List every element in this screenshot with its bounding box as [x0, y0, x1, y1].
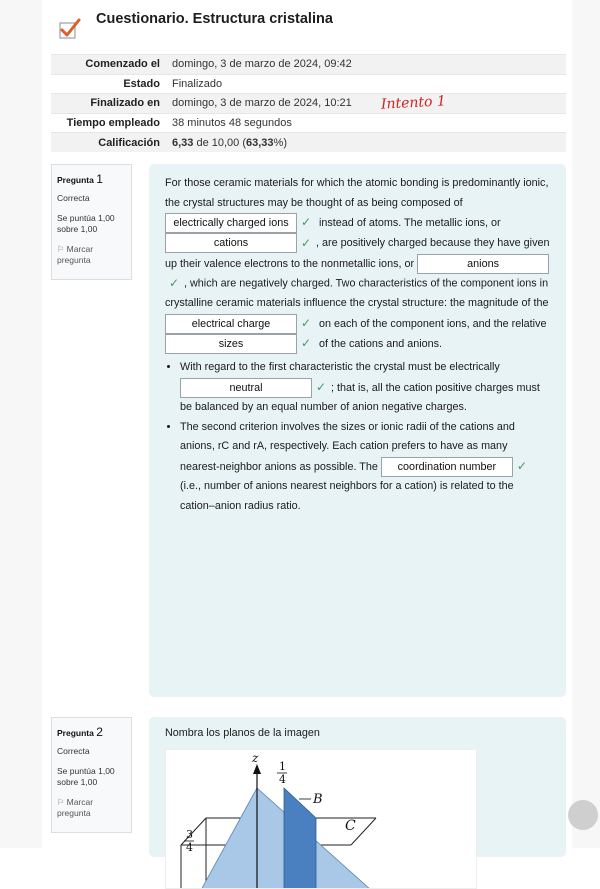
- question-number: Pregunta 1: [57, 172, 103, 186]
- answer-field[interactable]: sizes: [165, 334, 297, 354]
- question-2-info: [51, 717, 132, 833]
- summary-label: Finalizado en: [51, 94, 166, 114]
- plane-c-label: C: [345, 818, 356, 834]
- summary-value: domingo, 3 de marzo de 2024, 09:42: [166, 55, 566, 75]
- summary-row-state: [51, 74, 566, 94]
- crystal-planes-figure: [166, 750, 477, 889]
- page-margin-left: [0, 0, 42, 848]
- correct-check-icon: ✓: [301, 336, 312, 351]
- summary-value: 38 minutos 48 segundos: [166, 113, 566, 133]
- flag-icon: ⚐: [57, 243, 65, 254]
- handwritten-annotation: Intento 1: [380, 93, 447, 113]
- question-prompt: Nombra los planos de la imagen: [165, 727, 320, 739]
- crystal-planes-diagram: [165, 749, 477, 889]
- correct-check-icon: ✓: [301, 315, 312, 330]
- fraction-denominator: 4: [186, 841, 193, 854]
- grade-score: 6,33: [172, 136, 194, 149]
- question-state: Correcta: [57, 746, 90, 757]
- z-axis-label: z: [252, 751, 259, 765]
- grade-end: %): [273, 136, 287, 149]
- question-number: Pregunta 2: [57, 725, 103, 739]
- criteria-list: [165, 358, 550, 516]
- question-1-content: [149, 164, 566, 697]
- grade-percent: 63,33: [246, 136, 274, 149]
- correct-check-icon: ✓: [169, 276, 180, 291]
- correct-check-icon: ✓: [301, 235, 312, 250]
- summary-value: Finalizado: [166, 74, 566, 94]
- summary-label: Calificación: [51, 133, 166, 153]
- plane-b-label: B: [313, 792, 323, 807]
- answer-field[interactable]: cations: [165, 233, 297, 253]
- correct-check-icon: ✓: [301, 215, 312, 230]
- flag-question-link[interactable]: [57, 244, 126, 267]
- summary-label: Tiempo empleado: [51, 113, 166, 133]
- answer-field[interactable]: coordination number: [381, 457, 513, 477]
- answer-field[interactable]: electrical charge: [165, 314, 297, 334]
- summary-label: Comenzado el: [51, 55, 166, 75]
- flag-question-link[interactable]: [57, 797, 126, 820]
- scroll-to-top-button[interactable]: [568, 800, 598, 830]
- summary-row-started: [51, 55, 566, 75]
- list-item: • With regard to the first characteristic the crystal must be electrically neutral ✓ ; that is, all the cation positive charges must be balanced by an equal number of anion negative charges.: [180, 358, 550, 417]
- fraction-numerator: 1: [279, 760, 286, 773]
- question-1-info: [51, 164, 132, 280]
- question-grade: Se puntúa 1,00 sobre 1,00: [57, 765, 115, 788]
- answer-field[interactable]: electrically charged ions: [165, 213, 297, 233]
- summary-row-time: [51, 113, 566, 133]
- summary-label: Estado: [51, 74, 166, 94]
- correct-check-icon: ✓: [316, 380, 327, 395]
- question-2-content: [149, 717, 566, 857]
- flag-icon: ⚐: [57, 796, 65, 807]
- answer-field[interactable]: anions: [417, 254, 549, 274]
- fraction-numerator: 3: [186, 828, 193, 841]
- attempt-summary-table: [51, 54, 566, 152]
- list-item: • The second criterion involves the sizes or ionic radii of the cations and anions, rC and rA, respectively. Each cation prefers to have as many nearest-neighbor anions as possible. The coordination number ✓ (i.e., number of anions nearest neighbors for a cation) is related to the cation–anion radius ratio.: [180, 418, 550, 516]
- flag-label: Marcar pregunta: [57, 796, 94, 819]
- correct-check-icon: ✓: [516, 459, 527, 474]
- question-grade: Se puntúa 1,00 sobre 1,00: [57, 212, 115, 235]
- quiz-checkbox-icon: [59, 18, 81, 40]
- grade-value: [166, 133, 566, 153]
- grade-of: de 10,00 (: [193, 136, 247, 149]
- summary-value: domingo, 3 de marzo de 2024, 10:21: [166, 94, 566, 114]
- page-title: Cuestionario. Estructura cristalina: [96, 11, 333, 27]
- summary-row-finished: [51, 94, 566, 114]
- question-text: For those ceramic materials for which the atomic bonding is predominantly ionic, the crystal structures may be thought of as being composed of electrically charged ions ✓ instead of atoms. The metallic ions, or cations ✓ , are positively charged because they have given up their valence electrons to the nonmetallic ions, or anions✓ , which are negatively charged. Two characteristics of the component ions in crystalline ceramic materials influence the crystal structure: the magnitude of the electrical charge ✓ on each of the component ions, and the relative sizes ✓ of the cations and anions.: [165, 174, 550, 354]
- answer-field[interactable]: neutral: [180, 378, 312, 398]
- fraction-denominator: 4: [279, 773, 286, 786]
- page-margin-right: [572, 0, 600, 848]
- summary-row-grade: [51, 133, 566, 153]
- question-state: Correcta: [57, 193, 90, 204]
- flag-label: Marcar pregunta: [57, 243, 94, 266]
